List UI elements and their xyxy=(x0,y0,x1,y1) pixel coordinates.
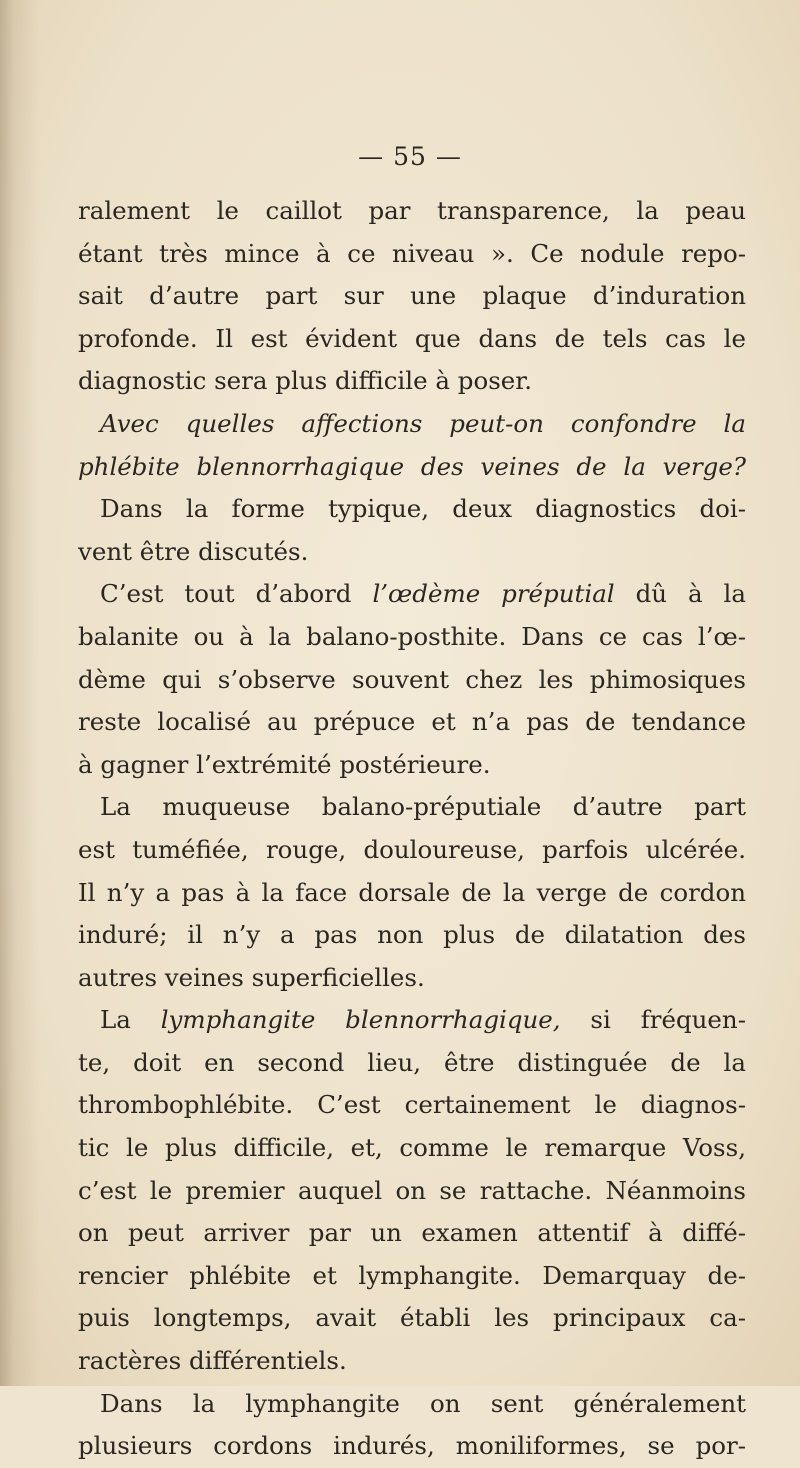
text-segment: diagnostic sera plus difficile à poser. xyxy=(78,366,533,396)
text-line xyxy=(78,1425,746,1468)
text-line xyxy=(78,786,746,829)
text-line xyxy=(78,1127,746,1170)
text-segment: te, doit en second lieu, être distinguée de la xyxy=(78,1047,746,1077)
text-segment: reste localisé au prépuce et n’a pas de tendance xyxy=(78,707,746,737)
text-line xyxy=(78,829,746,872)
text-line xyxy=(78,1255,746,1298)
text-line xyxy=(78,531,746,574)
text-line xyxy=(78,1340,746,1383)
text-line xyxy=(78,233,746,276)
text-line xyxy=(78,360,746,403)
text-segment: thrombophlébite. C’est certainement le diagnos- xyxy=(78,1090,746,1120)
text-segment: est tuméfiée, rouge, douloureuse, parfois ulcérée. xyxy=(78,834,746,864)
text-segment: à gagner l’extrémité postérieure. xyxy=(78,749,491,779)
text-segment: c’est le premier auquel on se rattache. Néanmoins xyxy=(78,1175,746,1205)
text-segment: on peut arriver par un examen attentif à diffé- xyxy=(78,1218,746,1248)
text-line xyxy=(78,659,746,702)
text-segment: si fréquen- xyxy=(560,1005,746,1035)
text-segment: induré; il n’y a pas non plus de dilatation des xyxy=(78,920,746,950)
text-line xyxy=(78,190,746,233)
text-segment: puis longtemps, avait établi les principaux ca- xyxy=(78,1303,746,1333)
text-line xyxy=(78,1383,746,1426)
text-line xyxy=(78,1170,746,1213)
text-line xyxy=(78,872,746,915)
text-segment: dème qui s’observe souvent chez les phimosiques xyxy=(78,664,746,694)
text-line xyxy=(78,446,746,489)
italic-text: phlébite blennorrhagique des veines de la verge? xyxy=(78,451,746,481)
text-segment: vent être discutés. xyxy=(78,536,309,566)
text-segment: profonde. Il est évident que dans de tels cas le xyxy=(78,323,746,353)
text-line xyxy=(78,744,746,787)
text-line xyxy=(78,1297,746,1340)
text-line xyxy=(78,999,746,1042)
text-line xyxy=(78,488,746,531)
text-line xyxy=(78,275,746,318)
text-line xyxy=(78,573,746,616)
text-line xyxy=(78,403,746,446)
text-segment: étant très mince à ce niveau ». Ce nodule repo- xyxy=(78,238,746,268)
text-segment: ralement le caillot par transparence, la peau xyxy=(78,196,746,225)
text-segment: dû à la xyxy=(614,579,747,609)
text-line xyxy=(78,1042,746,1085)
text-line xyxy=(78,1084,746,1127)
text-line xyxy=(78,914,746,957)
text-line xyxy=(78,1212,746,1255)
italic-text: Avec quelles affections peut-on confondre la xyxy=(100,408,746,438)
text-segment: autres veines superficielles. xyxy=(78,962,425,992)
body-text xyxy=(78,190,746,1468)
text-segment: La muqueuse balano-préputiale d’autre part xyxy=(100,792,746,822)
text-line xyxy=(78,701,746,744)
text-segment: rencier phlébite et lymphangite. Demarquay de- xyxy=(78,1260,746,1290)
text-segment: Dans la lymphangite on sent généralement xyxy=(100,1388,746,1418)
text-segment: plusieurs cordons indurés, moniliformes, se por- xyxy=(78,1431,746,1461)
text-line xyxy=(78,957,746,1000)
text-segment: C’est tout d’abord xyxy=(100,579,373,609)
text-line xyxy=(78,318,746,361)
text-line xyxy=(78,616,746,659)
italic-text: l’œdème préputial xyxy=(372,579,615,609)
text-segment: Dans la forme typique, deux diagnostics doi- xyxy=(100,494,746,524)
text-segment: ractères différentiels. xyxy=(78,1346,347,1376)
text-segment: La xyxy=(100,1005,161,1035)
text-segment: Il n’y a pas à la face dorsale de la verge de cordon xyxy=(78,877,746,907)
text-segment: sait d’autre part sur une plaque d’induration xyxy=(78,281,746,311)
text-segment: balanite ou à la balano-posthite. Dans ce cas l’œ- xyxy=(78,621,746,651)
text-segment: tic le plus difficile, et, comme le remarque Voss, xyxy=(78,1133,746,1163)
italic-text: lymphangite blennorrhagique, xyxy=(160,1005,561,1035)
page-number: — 55 — xyxy=(358,142,462,171)
